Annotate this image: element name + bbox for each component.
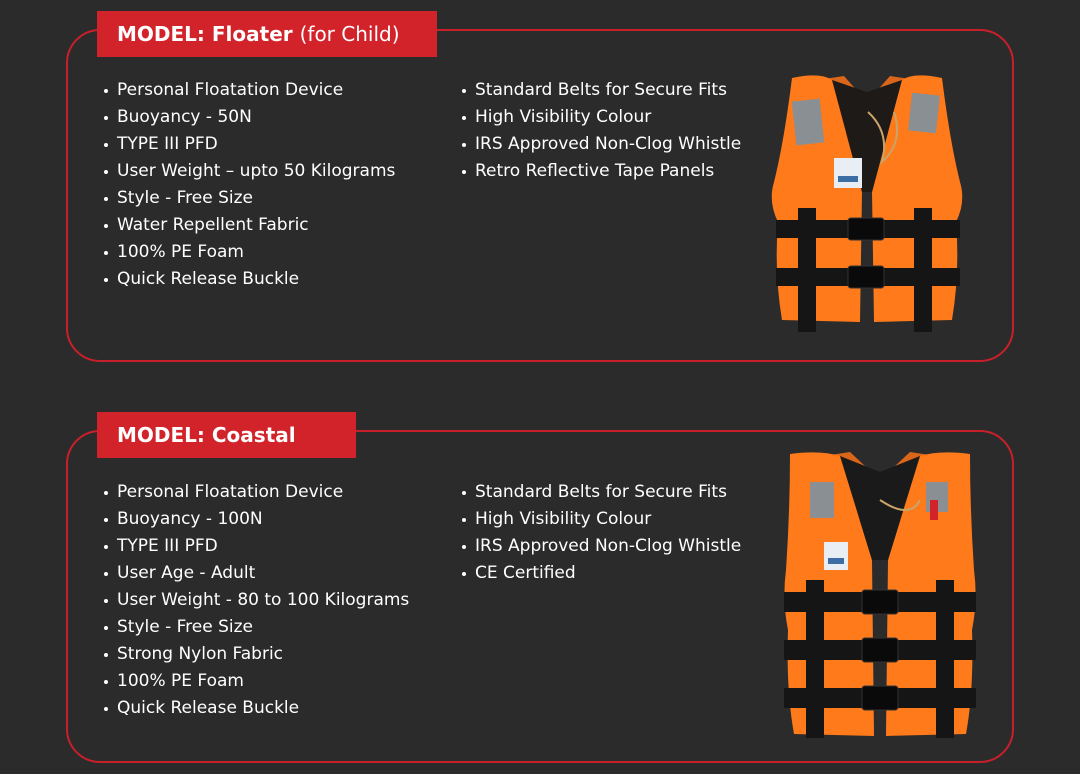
coastal-spec-list-left xyxy=(101,479,409,722)
spec-item: Strong Nylon Fabric xyxy=(101,641,409,668)
floater-spec-list-left xyxy=(101,77,395,293)
spec-item: Style - Free Size xyxy=(101,614,409,641)
spec-item: Standard Belts for Secure Fits xyxy=(459,77,741,104)
spec-item: Buoyancy - 100N xyxy=(101,506,409,533)
spec-item: IRS Approved Non-Clog Whistle xyxy=(459,131,741,158)
coastal-life-jacket-image xyxy=(780,450,980,742)
spec-item: Quick Release Buckle xyxy=(101,266,395,293)
spec-item: TYPE III PFD xyxy=(101,533,409,560)
spec-item: Retro Reflective Tape Panels xyxy=(459,158,741,185)
spec-item: Buoyancy - 50N xyxy=(101,104,395,131)
spec-item: Quick Release Buckle xyxy=(101,695,409,722)
spec-item: Style - Free Size xyxy=(101,185,395,212)
spec-item: 100% PE Foam xyxy=(101,239,395,266)
spec-item: CE Certified xyxy=(459,560,741,587)
spec-item: Water Repellent Fabric xyxy=(101,212,395,239)
coastal-spec-list-right xyxy=(459,479,741,587)
spec-item: IRS Approved Non-Clog Whistle xyxy=(459,533,741,560)
spec-item: High Visibility Colour xyxy=(459,506,741,533)
model-name: Coastal xyxy=(211,423,296,447)
model-title-coastal xyxy=(97,412,356,458)
model-label: MODEL: xyxy=(117,22,212,46)
spec-item: User Age - Adult xyxy=(101,560,409,587)
floater-spec-list-right xyxy=(459,77,741,185)
spec-item: Standard Belts for Secure Fits xyxy=(459,479,741,506)
model-qualifier: (for Child) xyxy=(299,22,400,46)
floater-life-jacket-image xyxy=(764,72,970,336)
spec-item: Personal Floatation Device xyxy=(101,77,395,104)
spec-item: User Weight - 80 to 100 Kilograms xyxy=(101,587,409,614)
model-title-floater xyxy=(97,11,437,57)
spec-item: Personal Floatation Device xyxy=(101,479,409,506)
spec-item: 100% PE Foam xyxy=(101,668,409,695)
spec-item: High Visibility Colour xyxy=(459,104,741,131)
spec-item: User Weight – upto 50 Kilograms xyxy=(101,158,395,185)
model-label: MODEL: xyxy=(117,423,212,447)
spec-item: TYPE III PFD xyxy=(101,131,395,158)
model-name: Floater xyxy=(211,22,293,46)
